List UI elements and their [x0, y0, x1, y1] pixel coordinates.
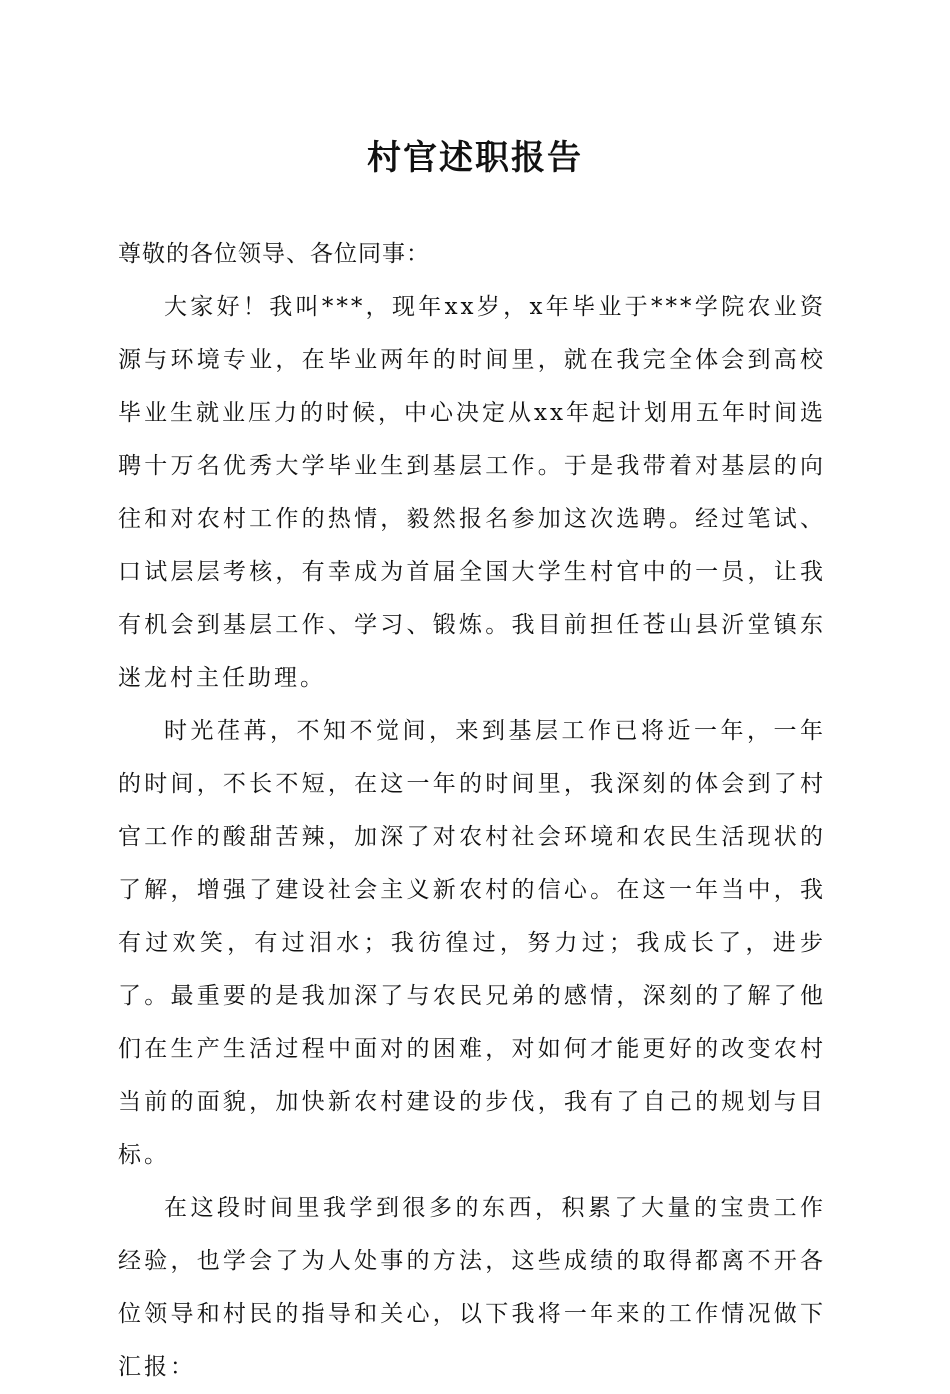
document-body	[118, 228, 826, 1394]
paragraph-introduction: 大家好！我叫***，现年xx岁，x年毕业于***学院农业资源与环境专业，在毕业两年的时间里，就在我完全体会到高校毕业生就业压力的时候，中心决定从xx年起计划用五年时间选聘十万名优秀大学毕业生到基层工作。于是我带着对基层的向往和对农村工作的热情，毅然报名参加这次选聘。经过笔试、口试层层考核，有幸成为首届全国大学生村官中的一员，让我有机会到基层工作、学习、锻炼。我目前担任苍山县沂堂镇东迷龙村主任助理。	[118, 294, 826, 691]
paragraph-reflection: 时光荏苒，不知不觉间，来到基层工作已将近一年，一年的时间，不长不短，在这一年的时间里，我深刻的体会到了村官工作的酸甜苦辣，加深了对农村社会环境和农民生活现状的了解，增强了建设社会主义新农村的信心。在这一年当中，我有过欢笑，有过泪水；我彷徨过，努力过；我成长了，进步了。最重要的是我加深了与农民兄弟的感情，深刻的了解了他们在生产生活过程中面对的困难，对如何才能更好的改变农村当前的面貌，加快新农村建设的步伐，我有了自己的规划与目标。	[118, 718, 826, 1168]
paragraph-report-intro: 在这段时间里我学到很多的东西，积累了大量的宝贵工作经验，也学会了为人处事的方法，这些成绩的取得都离不开各位领导和村民的指导和关心，以下我将一年来的工作情况做下汇报：	[118, 1195, 826, 1380]
salutation: 尊敬的各位领导、各位同事：	[118, 241, 430, 267]
page-title: 村官述职报告	[367, 138, 583, 178]
